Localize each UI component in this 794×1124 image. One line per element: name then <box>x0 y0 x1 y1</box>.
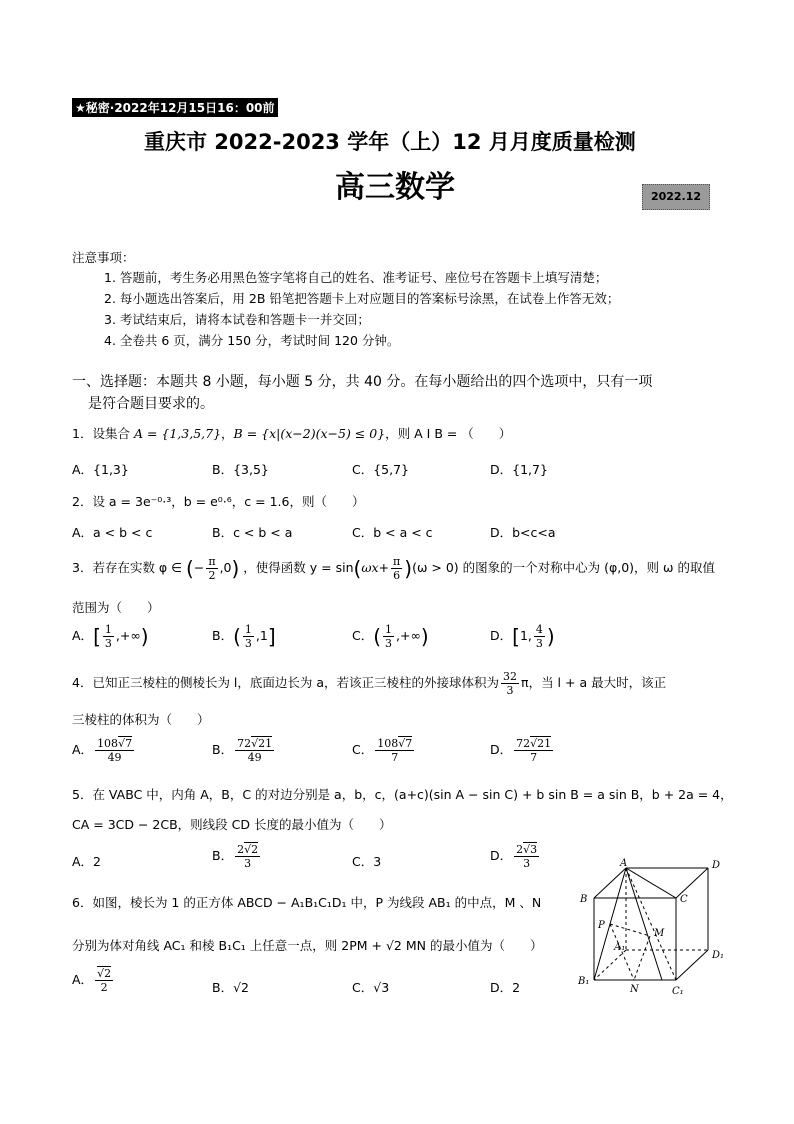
question-6-cont: 分别为体对角线 AC₁ 和棱 B₁C₁ 上任意一点，则 2PM + √2 MN 的最小值为（ ） <box>72 938 543 953</box>
question-2: 2．设 a = 3e⁻⁰·³，b = e⁰·⁶，c = 1.6，则（ ） <box>72 494 365 509</box>
note-item: 4. 全卷共 6 页，满分 150 分，考试时间 120 分钟。 <box>104 333 400 348</box>
label-c: C <box>680 894 688 905</box>
secret-badge: ★秘密·2022年12月15日16：00前 <box>72 98 278 117</box>
q6-option-a[interactable]: A． $\frac{√2}{2}$ <box>72 967 112 994</box>
question-1: 1．设集合 A = {1,3,5,7}，B = {x|(x−2)(x−5) ≤ 0}，则 A I B = （ ） <box>72 426 512 441</box>
label-d1: D₁ <box>712 950 725 961</box>
q3-option-d[interactable]: D．[1, $\frac{4}{3}$ ) <box>490 623 555 650</box>
q2-option-a[interactable]: A．a < b < c <box>72 525 153 540</box>
note-item: 2. 每小题选出答案后，用 2B 铅笔把答题卡上对应题目的答案标号涂黑，在试卷上作答无效； <box>104 291 620 306</box>
q2-option-b[interactable]: B．c < b < a <box>212 525 293 540</box>
label-n: N <box>630 984 639 995</box>
question-3-cont: 范围为（ ） <box>72 600 160 615</box>
q1-option-b[interactable]: B．{3,5} <box>212 462 269 477</box>
question-4: 4．已知正三棱柱的侧棱长为 l，底面边长为 a，若该正三棱柱的外接球体积为 $\frac{32}{3}$ π，当 l + a 最大时，该正 <box>72 670 667 697</box>
q2-option-c[interactable]: C．b < a < c <box>352 525 433 540</box>
exam-title: 重庆市 2022-2023 学年（上）12 月月度质量检测 <box>144 130 636 154</box>
note-item: 3. 考试结束后，请将本试卷和答题卡一并交回； <box>104 312 370 327</box>
question-5-cont: CA = 3CD − 2CB，则线段 CD 长度的最小值为（ ） <box>72 817 392 832</box>
q5-option-d[interactable]: D． $\frac{2√3}{3}$ <box>490 843 538 870</box>
q6-option-c[interactable]: C．√3 <box>352 980 390 995</box>
q1-option-a[interactable]: A．{1,3} <box>72 462 129 477</box>
q3-option-a[interactable]: A．[ $\frac{1}{3}$ ,+∞) <box>72 623 149 650</box>
q1-option-d[interactable]: D．{1,7} <box>490 462 548 477</box>
date-box: 2022.12 <box>642 184 710 210</box>
q3-option-c[interactable]: C．( $\frac{1}{3}$ ,+∞) <box>352 623 429 650</box>
label-a: A <box>620 858 628 869</box>
label-b: B <box>580 894 588 905</box>
section-heading: 一、选择题：本题共 8 小题，每小题 5 分，共 40 分。在每小题给出的四个选项中，只有一项 <box>72 374 653 390</box>
label-m: M <box>654 928 665 939</box>
section-heading-cont: 是符合题目要求的。 <box>88 396 214 412</box>
notes-heading: 注意事项： <box>72 250 135 265</box>
note-item: 1. 答题前，考生务必用黑色签字笔将自己的姓名、准考证号、座位号在答题卡上填写清楚； <box>104 270 608 285</box>
q4-option-b[interactable]: B． $\frac{72√21}{49}$ <box>212 737 273 764</box>
question-5: 5．在 VABC 中，内角 A，B，C 的对边分别是 a，b，c，(a+c)(sin A − sin C) + b sin B = a sin B，b + 2a = 4， <box>72 787 733 802</box>
q6-option-b[interactable]: B．√2 <box>212 980 249 995</box>
q3-option-b[interactable]: B．( $\frac{1}{3}$ ,1] <box>212 623 276 650</box>
q4-option-a[interactable]: A． $\frac{108√7}{49}$ <box>72 737 133 764</box>
question-4-cont: 三棱柱的体积为（ ） <box>72 712 210 727</box>
label-d: D <box>712 860 721 871</box>
question-6: 6．如图，棱长为 1 的正方体 ABCD − A₁B₁C₁D₁ 中，P 为线段 AB₁ 的中点，M 、N <box>72 895 542 910</box>
q5-option-b[interactable]: B． $\frac{2√2}{3}$ <box>212 843 259 870</box>
q2-option-d[interactable]: D．b<c<a <box>490 525 556 540</box>
label-b1: B₁ <box>578 976 590 987</box>
q5-option-a[interactable]: A．2 <box>72 854 102 869</box>
label-a1: A₁ <box>614 942 626 953</box>
label-c1: C₁ <box>672 986 684 997</box>
cube-figure <box>572 858 732 998</box>
q4-option-d[interactable]: D． $\frac{72√21}{7}$ <box>490 737 552 764</box>
q1-option-c[interactable]: C．{5,7} <box>352 462 410 477</box>
subject-title: 高三数学 <box>335 170 455 205</box>
question-3: 3．若存在实数 φ ∈ (− $\frac{\pi}{2}$ ,0) ，使得函数 y = sin(ωx+ $\frac{\pi}{6}$ )(ω > 0) 的图象的一个对称中心为 (φ,0)，则 ω 的取值 <box>72 555 715 582</box>
q6-option-d[interactable]: D．2 <box>490 980 521 995</box>
q5-option-c[interactable]: C．3 <box>352 854 382 869</box>
q4-option-c[interactable]: C． $\frac{108√7}{7}$ <box>352 737 413 764</box>
label-p: P <box>598 920 605 931</box>
